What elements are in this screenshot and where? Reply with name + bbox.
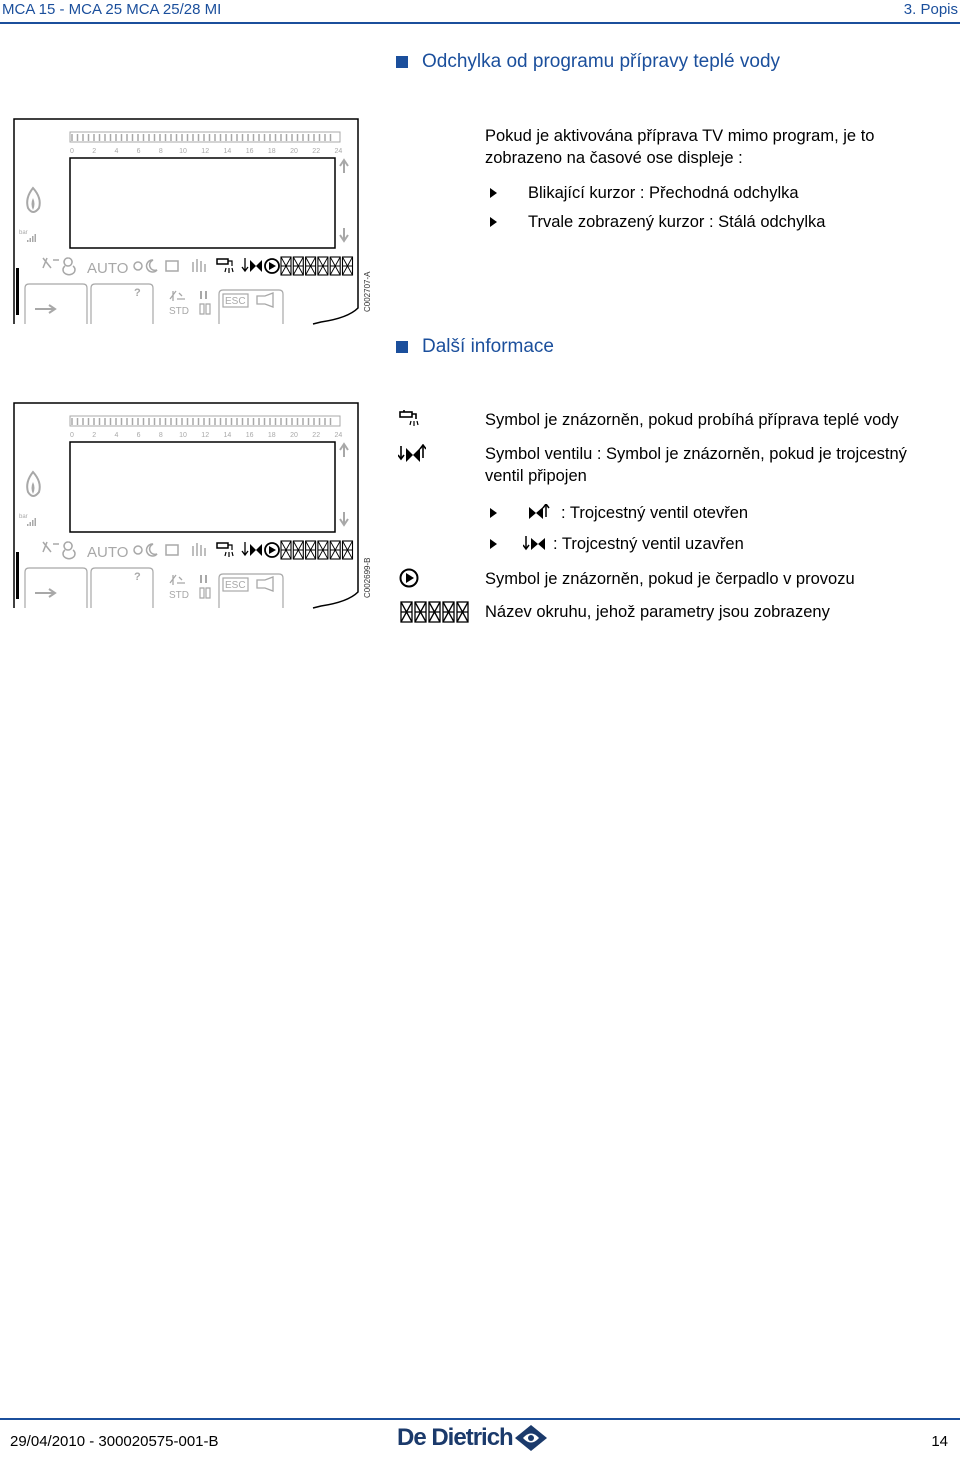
header-divider [0, 22, 960, 24]
page-number: 14 [931, 1433, 948, 1450]
section-title-more-info [396, 336, 554, 358]
up-arrow-icon [340, 160, 348, 173]
signal-bar [32, 520, 34, 526]
circuit-name-segments-icon [400, 601, 470, 623]
hour-label: 16 [245, 148, 254, 155]
esc-label: ESC [225, 580, 246, 591]
hour-label: 2 [92, 148, 97, 155]
segment-lines [281, 257, 291, 275]
hour-label: 2 [92, 432, 97, 439]
valve-description [485, 443, 907, 487]
section-bullet-icon [396, 56, 408, 68]
pump-triangle-icon [269, 546, 276, 554]
dhw-tap-icon [217, 259, 228, 264]
section-title-deviation [396, 51, 780, 73]
hour-label: 22 [312, 432, 321, 439]
segment-lines [318, 541, 328, 559]
down-arrow-icon [340, 512, 348, 525]
bullet-valve-closed [490, 533, 744, 555]
valve-icon [398, 444, 426, 464]
button-arrow [25, 568, 87, 608]
bar-label: bar [19, 514, 28, 520]
display-screen [70, 158, 335, 248]
antifreeze-icon [43, 258, 59, 268]
valve-open-icon [527, 504, 551, 522]
intro-line-1: Pokud je aktivována příprava TV mimo program, je to [485, 127, 875, 145]
control-panel-figure-2 [13, 402, 372, 609]
valve-closed-icon [523, 535, 547, 553]
button-arrow [25, 284, 87, 324]
auto-label: AUTO [87, 260, 129, 277]
logo-emblem-icon [513, 1423, 549, 1453]
valve-right-icon [256, 544, 262, 556]
dhw-tap-icon [217, 543, 228, 548]
valve-left-icon [250, 260, 256, 272]
segment-lines [281, 541, 291, 559]
segment-lines [343, 541, 353, 559]
intro-line-2: zobrazeno na časové ose displeje : [485, 149, 743, 167]
hour-label: 0 [70, 432, 74, 439]
bar-label: bar [19, 230, 28, 236]
auto-label: AUTO [87, 544, 129, 561]
right-arrow-icon [35, 305, 55, 313]
bullet-steady-cursor [490, 211, 825, 233]
dhw-drops-icon [225, 261, 233, 273]
pause-box-icon [200, 304, 210, 314]
std-label: STD [169, 306, 189, 317]
pump-description: Symbol je znázorněn, pokud je čerpadlo v provozu [485, 570, 855, 588]
signal-bar [35, 234, 37, 242]
section-title-text: Odchylka od programu přípravy teplé vody [422, 51, 781, 72]
segment-lines [318, 257, 328, 275]
horn-icon [257, 293, 273, 307]
dhw-description: Symbol je znázorněn, pokud probíhá příprava teplé vody [485, 411, 899, 429]
valve-right-icon [256, 260, 262, 272]
tools-icon [170, 291, 185, 301]
bullet-text: Trvale zobrazený kurzor : Stálá odchylka [528, 213, 826, 231]
hour-label: 20 [290, 148, 298, 155]
figure-code: C002707-A [363, 271, 372, 312]
question-label: ? [134, 571, 141, 583]
dhw-drops-icon [225, 545, 233, 557]
std-label: STD [169, 590, 189, 601]
hour-label: 18 [267, 432, 276, 439]
section-bullet-icon [396, 341, 408, 353]
hour-label: 4 [114, 148, 119, 155]
hour-label: 22 [312, 148, 321, 155]
bullet-text: Blikající kurzor : Přechodná odchylka [528, 184, 799, 202]
signal-bar [30, 522, 32, 526]
moon-icon [147, 260, 157, 272]
horn-icon [257, 577, 273, 591]
circuit-description: Název okruhu, jehož parametry jsou zobrazeny [485, 603, 830, 621]
flame-inner-icon [32, 482, 35, 494]
segment-lines [343, 257, 353, 275]
hour-label: 0 [70, 148, 74, 155]
snowman-icon [63, 542, 75, 559]
pump-icon [399, 568, 419, 588]
valve-line-2: ventil připojen [485, 467, 587, 485]
bullet-arrow-icon [490, 508, 497, 518]
signal-bar [35, 518, 37, 526]
hour-label: 14 [223, 432, 232, 439]
footer-divider [0, 1418, 960, 1420]
display-screen [70, 442, 335, 532]
manual-hand-icon [193, 543, 205, 556]
manual-hand-icon [193, 259, 205, 272]
button-info [91, 568, 153, 608]
footer-date-ref: 29/04/2010 - 300020575-001-B [10, 1433, 219, 1450]
hour-label: 6 [136, 148, 141, 155]
right-arrow-icon [35, 589, 55, 597]
hour-label: 18 [267, 148, 276, 155]
down-arrow-icon [340, 228, 348, 241]
signal-bar [27, 524, 29, 526]
pause-icon [201, 575, 206, 583]
moon-icon [147, 544, 157, 556]
pause-icon [201, 291, 206, 299]
hour-label: 10 [179, 432, 187, 439]
tools-icon [170, 575, 185, 585]
hour-label: 10 [179, 148, 187, 155]
flame-inner-icon [32, 198, 35, 210]
segment-lines [293, 257, 303, 275]
hour-label: 4 [114, 432, 119, 439]
valve-line-1: Symbol ventilu : Symbol je znázorněn, pokud je trojcestný [485, 445, 907, 463]
sun-icon [134, 546, 142, 554]
segment-lines [293, 541, 303, 559]
hour-label: 24 [334, 148, 343, 155]
bullet-arrow-icon [490, 217, 497, 227]
valve-left-icon [250, 544, 256, 556]
antifreeze-icon [43, 542, 59, 552]
question-label: ? [134, 287, 141, 299]
segment-lines [306, 541, 316, 559]
holiday-icon [166, 545, 178, 555]
hour-label: 12 [201, 148, 210, 155]
section-title-text: Další informace [422, 336, 554, 357]
segment-lines [330, 257, 340, 275]
signal-bar [27, 240, 29, 242]
valve-arrow-icon [242, 542, 248, 555]
hour-label: 8 [158, 432, 163, 439]
bullet-blinking-cursor [490, 182, 799, 204]
panel-marker [16, 552, 19, 599]
figure-code: C002699-B [363, 557, 372, 598]
esc-label: ESC [225, 296, 246, 307]
up-arrow-icon [340, 444, 348, 457]
pump-triangle-icon [269, 262, 276, 270]
hour-label: 14 [223, 148, 232, 155]
valve-arrow-icon [242, 258, 248, 271]
hour-label: 16 [245, 432, 254, 439]
pause-box-icon [200, 588, 210, 598]
valve-closed-text: : Trojcestný ventil uzavřen [553, 535, 744, 553]
brand-logo: De Dietrich [397, 1423, 549, 1453]
intro-text [485, 125, 874, 169]
segment-lines [330, 541, 340, 559]
hour-label: 20 [290, 432, 298, 439]
signal-bar [32, 236, 34, 242]
sun-icon [134, 262, 142, 270]
bullet-arrow-icon [490, 188, 497, 198]
signal-bar [30, 238, 32, 242]
holiday-icon [166, 261, 178, 271]
hour-label: 12 [201, 432, 210, 439]
page-header [0, 0, 960, 22]
button-info [91, 284, 153, 324]
bullet-valve-open [490, 502, 748, 524]
chapter-label: 3. Popis [903, 1, 958, 18]
control-panel-figure-1 [13, 118, 372, 325]
hour-label: 6 [136, 432, 141, 439]
document-title: MCA 15 - MCA 25 MCA 25/28 MI [2, 1, 222, 18]
hour-label: 8 [158, 148, 163, 155]
hour-label: 24 [334, 432, 343, 439]
snowman-icon [63, 258, 75, 275]
segment-lines [306, 257, 316, 275]
dhw-tap-icon [398, 410, 422, 428]
panel-marker [16, 268, 19, 315]
bullet-arrow-icon [490, 539, 497, 549]
valve-open-text: : Trojcestný ventil otevřen [561, 504, 749, 522]
